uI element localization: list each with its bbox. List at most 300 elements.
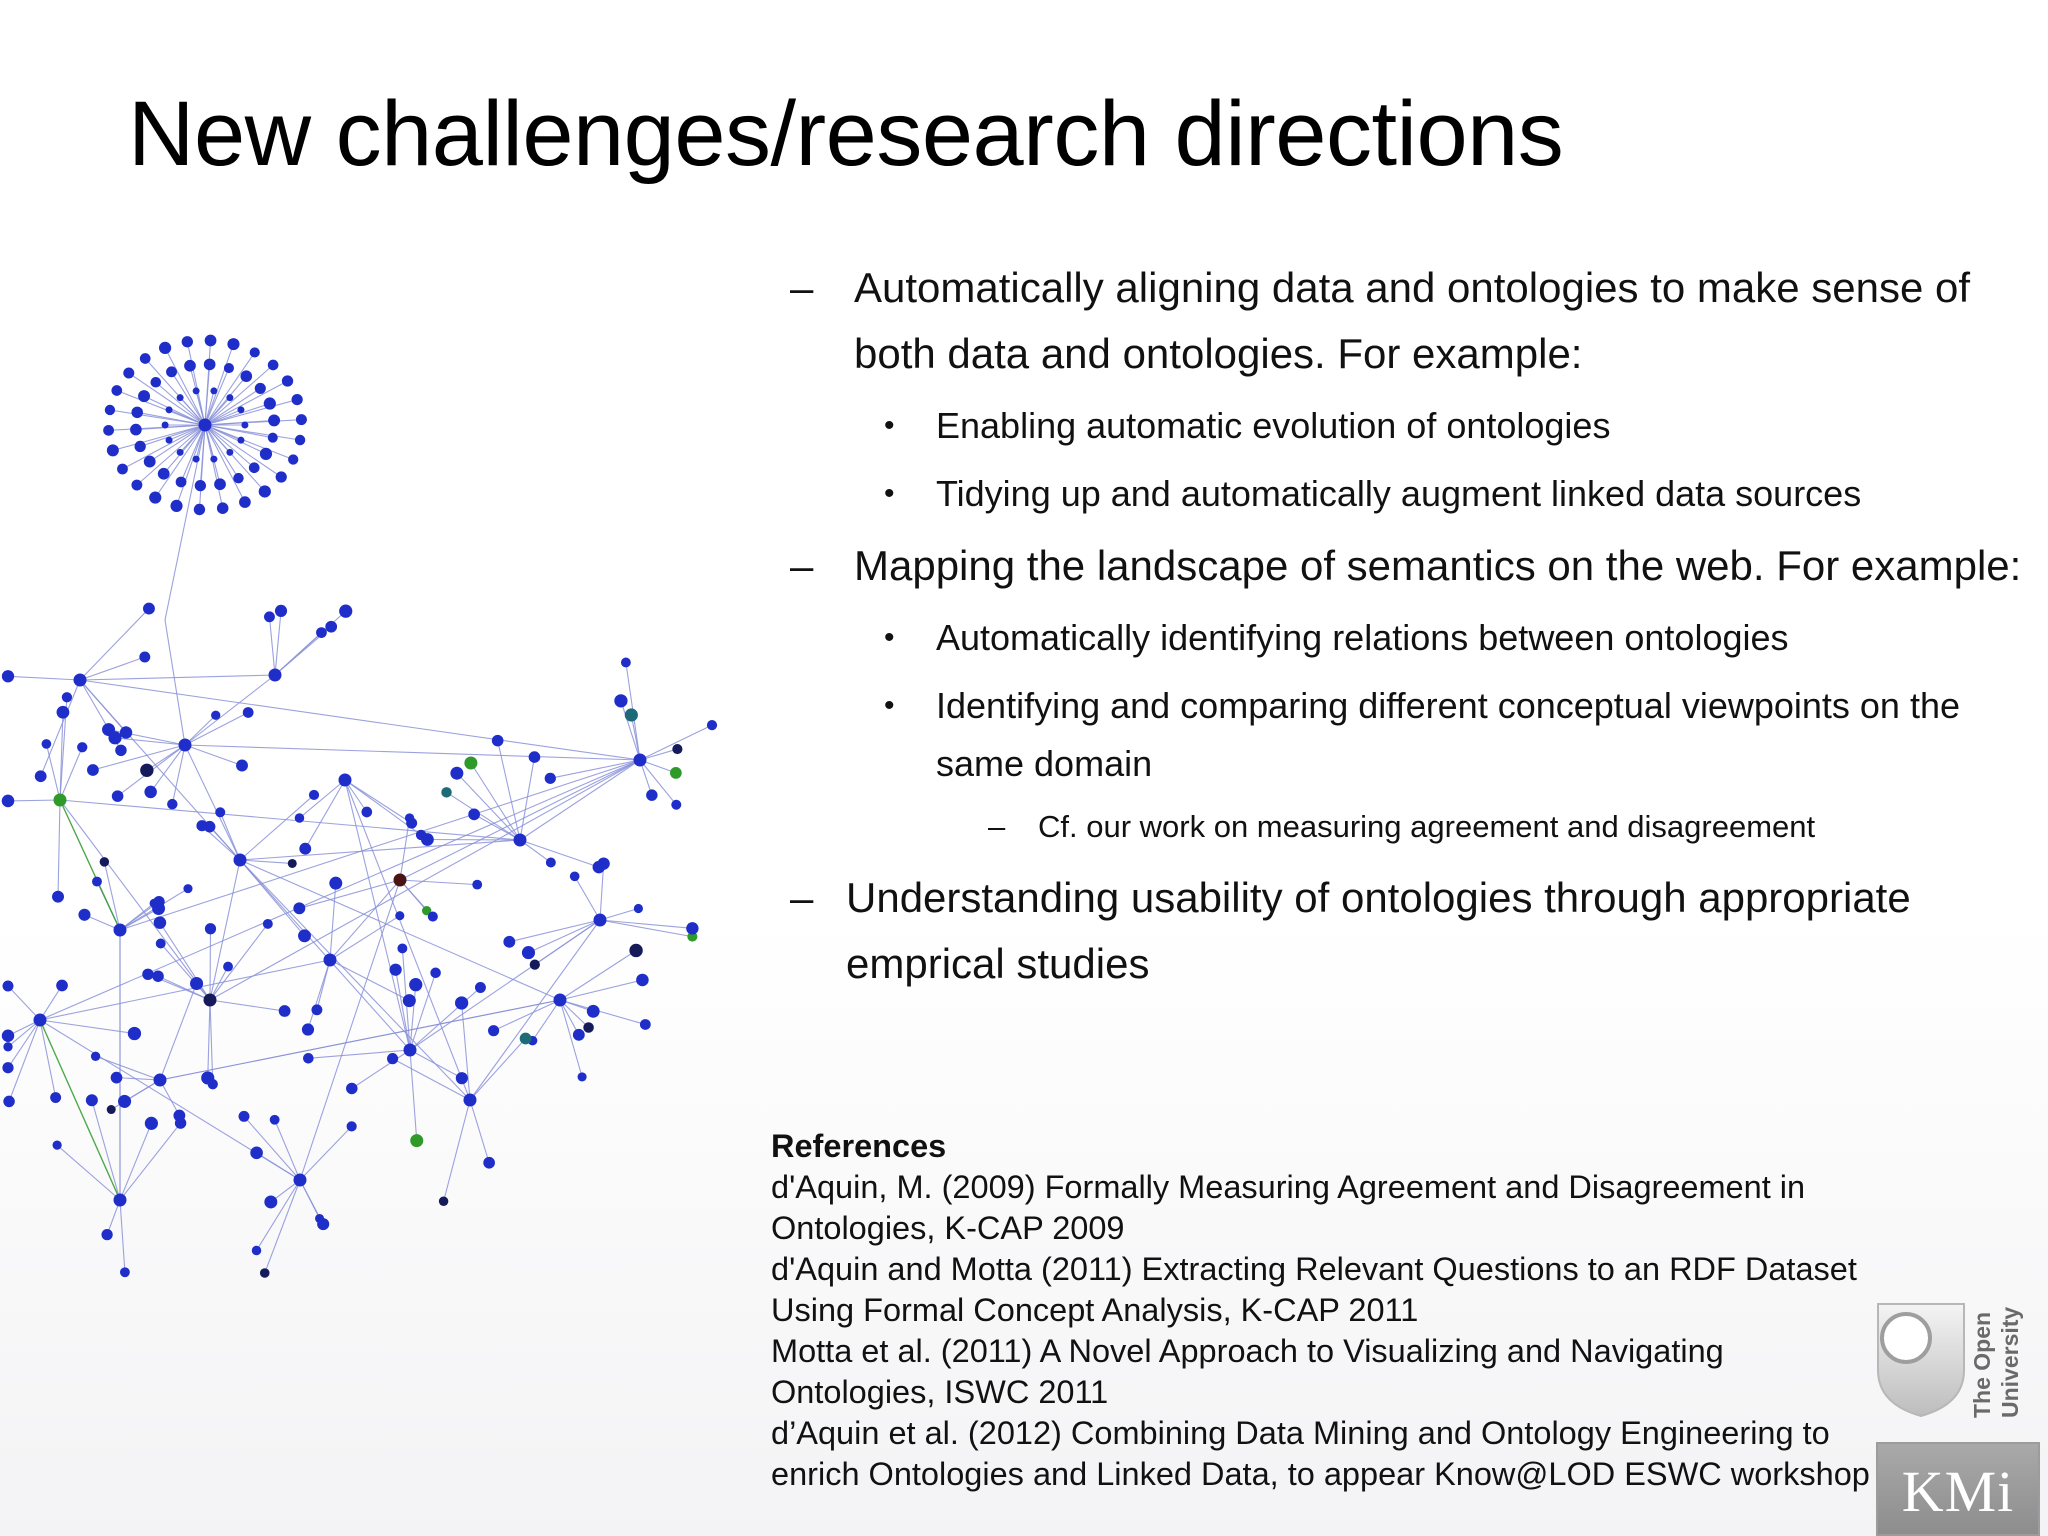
graph-node (410, 1134, 423, 1147)
graph-node (166, 437, 173, 444)
graph-edge (8, 986, 40, 1020)
graph-node (145, 1117, 158, 1130)
reference-entry: d'Aquin and Motta (2011) Extracting Relevant Questions to an RDF Dataset Using Formal Concept Analysis, K-CAP 2011 (771, 1251, 1857, 1328)
graph-node (270, 1115, 280, 1125)
graph-node (299, 843, 311, 855)
graph-edge (299, 780, 345, 818)
graph-edge (205, 425, 245, 502)
graph-node (671, 800, 681, 810)
graph-node (196, 820, 207, 831)
graph-edge (165, 348, 205, 425)
graph-node (282, 375, 293, 386)
graph-node (439, 1197, 448, 1206)
graph-node (430, 968, 441, 979)
graph-node (154, 916, 167, 929)
graph-edge (80, 680, 240, 860)
graph-node (138, 390, 150, 402)
references-heading: References (771, 1128, 947, 1164)
graph-node (3, 981, 14, 992)
graph-node (135, 441, 146, 452)
graph-node (269, 669, 282, 682)
graph-node (488, 1025, 499, 1036)
graph-edge (330, 880, 400, 960)
graph-edge (161, 943, 210, 1000)
graph-node (118, 1095, 131, 1108)
graph-node (249, 462, 260, 473)
graph-node (578, 1072, 587, 1081)
graph-node (175, 1117, 186, 1128)
graph-node (204, 994, 217, 1007)
bullet-text: Understanding usability of ontologies through appropriate emprical studies (846, 874, 1911, 987)
bullet-text: Automatically aligning data and ontologies to make sense of both data and ontologies. For example: (854, 264, 1971, 377)
graph-node (143, 603, 155, 615)
graph-node (403, 994, 416, 1007)
graph-node (237, 406, 244, 413)
sub-bullet-text: Tidying up and automatically augment linked data sources (936, 473, 1862, 514)
dash-marker: – (790, 874, 814, 921)
graph-edge (345, 780, 412, 823)
graph-node (115, 745, 126, 756)
graph-node (455, 996, 468, 1009)
graph-edge (117, 390, 205, 425)
graph-edge (160, 1000, 560, 1080)
graph-edge (410, 1050, 417, 1141)
graph-edge (457, 773, 520, 840)
graph-node (554, 994, 567, 1007)
graph-node (117, 464, 128, 475)
graph-node (86, 1094, 98, 1106)
graph-node (428, 912, 438, 922)
bullet-item-mapping (790, 533, 2040, 599)
graph-node (315, 1214, 324, 1223)
bullet-marker: • (884, 477, 895, 510)
graph-node (34, 1014, 47, 1027)
graph-node (634, 904, 643, 913)
sub-sub-bullet-text: Cf. our work on measuring agreement and disagreement (1038, 809, 1816, 844)
ou-logo-line1: The Open (1969, 1311, 1995, 1418)
graph-edge (115, 738, 185, 745)
graph-node (316, 627, 327, 638)
graph-node (483, 1157, 495, 1169)
graph-node (646, 789, 657, 800)
graph-node (199, 419, 212, 432)
graph-edge (40, 760, 640, 1020)
graph-edge (208, 1000, 210, 1078)
graph-node (492, 735, 504, 747)
graph-node (3, 1096, 15, 1108)
graph-edge (60, 800, 210, 1000)
graph-node (464, 756, 477, 769)
graph-node (279, 1005, 291, 1017)
graph-node (268, 360, 279, 371)
graph-node (114, 924, 127, 937)
graph-node (295, 435, 305, 445)
graph-edge (444, 1100, 470, 1201)
graph-node (441, 787, 451, 797)
graph-node (194, 504, 205, 515)
open-university-logo (1872, 1300, 2042, 1420)
graph-edge (300, 1126, 352, 1180)
graph-node (309, 790, 319, 800)
graph-node (621, 658, 631, 668)
graph-node (390, 964, 402, 976)
graph-node (404, 1044, 417, 1057)
graph-node (57, 706, 70, 719)
graph-edge (60, 800, 120, 930)
graph-node (472, 880, 482, 890)
bullet-list (790, 255, 2040, 1007)
graph-node (263, 919, 273, 929)
graph-node (52, 891, 64, 903)
graph-node (264, 611, 275, 622)
graph-edge (470, 1100, 489, 1163)
graph-edge (40, 1020, 56, 1098)
graph-node (201, 1071, 214, 1084)
graph-node (325, 621, 337, 633)
graph-node (264, 397, 276, 409)
graph-node (468, 808, 480, 820)
graph-node (629, 944, 642, 957)
graph-node (239, 1111, 250, 1122)
bullet-item-usability (790, 865, 2040, 997)
graph-edges (8, 340, 712, 1273)
graph-node (131, 407, 143, 419)
graph-edge (80, 609, 149, 680)
graph-edge (57, 1145, 120, 1200)
graph-node (514, 834, 527, 847)
bullet-marker: • (884, 621, 895, 654)
graph-node (583, 1022, 594, 1033)
graph-node (361, 807, 372, 818)
graph-node (406, 818, 417, 829)
graph-node (329, 877, 342, 890)
graph-node (268, 414, 280, 426)
graph-node (573, 1029, 585, 1041)
graph-node (339, 605, 352, 618)
sub-bullet-item (790, 397, 2040, 455)
graph-node (162, 422, 169, 429)
graph-node (2, 795, 15, 808)
graph-node (111, 1072, 123, 1084)
bullet-marker: • (884, 689, 895, 722)
graph-node (2, 670, 14, 682)
graph-node (87, 764, 99, 776)
graph-node (416, 830, 426, 840)
dash-marker: – (790, 542, 814, 589)
graph-node (686, 922, 698, 934)
graph-node (103, 425, 114, 436)
graph-node (112, 790, 124, 802)
graph-edge (520, 840, 599, 867)
sub-bullet-text: Automatically identifying relations between ontologies (936, 617, 1789, 658)
graph-node (397, 943, 407, 953)
graph-node (152, 970, 164, 982)
graph-edge (120, 1200, 125, 1272)
graph-node (670, 767, 682, 779)
graph-node (144, 786, 156, 798)
graph-node (530, 959, 540, 969)
graph-node (62, 692, 72, 702)
graph-node (91, 1052, 100, 1061)
graph-node (260, 1268, 270, 1278)
graph-node (395, 911, 404, 920)
graph-node (546, 857, 556, 867)
graph-edge (528, 920, 600, 953)
graph-node (672, 744, 682, 754)
graph-node (634, 754, 647, 767)
graph-node (107, 444, 119, 456)
graph-node (233, 473, 244, 484)
graph-edge (92, 1100, 120, 1200)
graph-node (597, 857, 609, 869)
graph-node (298, 929, 311, 942)
graph-node (625, 708, 638, 721)
graph-node (130, 424, 142, 436)
graph-edge (352, 1050, 410, 1088)
graph-edge (240, 860, 470, 1100)
graph-node (183, 884, 192, 893)
graph-node (78, 909, 90, 921)
graph-node (614, 694, 627, 707)
graph-edge (93, 745, 185, 770)
graph-node (123, 367, 134, 378)
graph-edge (240, 860, 410, 1050)
sub-bullet-text: Identifying and comparing different conceptual viewpoints on the same domain (936, 685, 1960, 784)
graph-node (205, 923, 216, 934)
graph-edge (257, 1180, 300, 1250)
graph-node (210, 456, 217, 463)
graph-node (640, 1019, 651, 1030)
graph-edge (300, 880, 400, 1180)
graph-node (182, 336, 193, 347)
graph-edge (165, 620, 185, 745)
graph-node (387, 1053, 398, 1064)
graph-edge (80, 680, 640, 760)
graph-edge (147, 745, 185, 770)
reference-entry: d'Aquin, M. (2009) Formally Measuring Agreement and Disagreement in Ontologies, K-CAP 2009 (771, 1169, 1806, 1246)
graph-node (259, 485, 271, 497)
graph-node (294, 1174, 307, 1187)
slide-title: New challenges/research directions (128, 83, 1564, 185)
graph-node (226, 394, 233, 401)
graph-node (193, 387, 200, 394)
graph-node (105, 405, 115, 415)
graph-edge (600, 920, 692, 928)
graph-node (347, 1121, 357, 1131)
graph-node (177, 394, 184, 401)
graph-node (120, 1267, 130, 1277)
graph-node (204, 359, 216, 371)
graph-node (166, 406, 173, 413)
graph-node (217, 502, 229, 514)
reference-entry: d’Aquin et al. (2012) Combining Data Mining and Ontology Engineering to enrich Ontologies and Linked Data, to appear Know@LOD ESWC workshop (771, 1415, 1870, 1492)
graph-edge (185, 675, 275, 745)
graph-node (151, 377, 162, 388)
graph-edge (9, 1020, 40, 1101)
graph-node (503, 936, 515, 948)
graph-node (139, 652, 150, 663)
graph-node (250, 1147, 263, 1160)
graph-edge (160, 983, 197, 1080)
graph-edge (640, 725, 712, 760)
graph-node (205, 335, 217, 347)
graph-node (264, 1195, 277, 1208)
graph-node (184, 360, 196, 372)
sub-bullet-item (790, 677, 2040, 793)
kmi-logo (1876, 1442, 2040, 1536)
graph-node (100, 857, 109, 866)
graph-node (120, 726, 132, 738)
graph-node (170, 500, 182, 512)
graph-node (293, 902, 305, 914)
graph-node (35, 770, 47, 782)
graph-node (450, 767, 463, 780)
graph-edge (600, 920, 692, 937)
graph-edge (185, 745, 640, 760)
graph-node (167, 799, 177, 809)
graph-node (193, 456, 200, 463)
graph-edge (396, 970, 410, 1050)
graph-node (520, 1033, 532, 1045)
graph-node (210, 387, 217, 394)
graph-node (74, 674, 87, 687)
graph-node (296, 414, 307, 425)
graph-edge (470, 1038, 526, 1100)
dash-marker: – (790, 264, 814, 311)
graph-edge (205, 425, 293, 460)
graph-node (409, 978, 422, 991)
graph-node (237, 437, 244, 444)
graph-node (587, 1005, 600, 1018)
graph-node (152, 902, 165, 915)
graph-node (107, 1105, 116, 1114)
graph-node (224, 363, 234, 373)
graph-edge (575, 876, 600, 920)
graph-node (54, 794, 67, 807)
graph-edge (210, 1000, 213, 1084)
graph-edge (275, 1120, 300, 1180)
graph-node (292, 394, 303, 405)
graph-edge (104, 862, 120, 930)
graph-node (243, 707, 254, 718)
graph-edge (275, 611, 281, 675)
graph-node (2, 1062, 13, 1073)
graph-edge (41, 680, 80, 776)
graph-edge (299, 880, 400, 908)
graph-edge (120, 1123, 181, 1200)
sub-bullet-item (790, 465, 2040, 523)
graph-node (570, 871, 580, 881)
graph-node (144, 456, 156, 468)
bullet-marker: • (884, 409, 895, 442)
graph-node (50, 1092, 61, 1103)
graph-node (177, 449, 184, 456)
graph-node (149, 491, 161, 503)
graph-nodes (2, 335, 717, 1278)
graph-node (128, 1027, 141, 1040)
graph-node (101, 1229, 112, 1240)
graph-node (707, 720, 717, 730)
graph-node (77, 742, 87, 752)
graph-edge (560, 980, 642, 1000)
graph-node (223, 962, 233, 972)
graph-node (3, 1042, 12, 1051)
graph-node (324, 954, 337, 967)
graph-edge (317, 960, 330, 1010)
graph-node (255, 383, 266, 394)
graph-node (195, 480, 206, 491)
graph-edge (269, 617, 275, 675)
graph-node (311, 1004, 322, 1015)
graph-node (158, 468, 170, 480)
reference-entry: Motta et al. (2011) A Novel Approach to Visualizing and Navigating Ontologies, ISWC 2011 (771, 1333, 1724, 1410)
graph-edge (46, 744, 60, 800)
references-block (771, 1126, 1871, 1495)
graph-node (594, 914, 607, 927)
graph-node (111, 385, 122, 396)
graph-node (268, 433, 278, 443)
graph-node (156, 939, 166, 949)
graph-node (42, 739, 52, 749)
graph-edge (80, 675, 275, 680)
graph-node (142, 969, 153, 980)
graph-node (236, 760, 248, 772)
graph-node (241, 422, 248, 429)
graph-node (295, 813, 305, 823)
graph-node (114, 1194, 127, 1207)
graph-node (346, 1083, 357, 1094)
graph-edge (60, 800, 520, 840)
graph-node (131, 480, 142, 491)
graph-edge (210, 1000, 285, 1011)
graph-node (240, 370, 252, 382)
graph-node (529, 751, 541, 763)
graph-node (456, 1072, 468, 1084)
graph-node (215, 807, 225, 817)
graph-edge (120, 1123, 151, 1200)
graph-node (154, 1074, 167, 1087)
graph-node (140, 764, 153, 777)
graph-edge (58, 800, 60, 897)
graph-node (522, 946, 535, 959)
graph-node (303, 1053, 314, 1064)
dash-marker: – (988, 809, 1006, 844)
graph-node (275, 605, 287, 617)
graph-node (276, 471, 287, 482)
ontology-network-graph (0, 320, 720, 1380)
graph-node (2, 1030, 14, 1042)
graph-node (260, 448, 272, 460)
graph-node (140, 353, 151, 364)
sub-bullet-text: Enabling automatic evolution of ontologies (936, 405, 1611, 446)
graph-node (394, 874, 407, 887)
graph-node (464, 1094, 477, 1107)
graph-node (108, 731, 121, 744)
graph-node (92, 877, 102, 887)
graph-node (166, 366, 177, 377)
graph-node (56, 980, 68, 992)
graph-node (190, 977, 203, 990)
graph-node (214, 478, 226, 490)
graph-node (545, 773, 556, 784)
graph-node (227, 338, 239, 350)
bullet-item-aligning (790, 255, 2040, 387)
sub-sub-bullet-item (790, 803, 2040, 851)
graph-node (53, 1141, 62, 1150)
graph-edge (8, 800, 60, 801)
graph-edge (80, 657, 145, 680)
graph-node (475, 982, 486, 993)
